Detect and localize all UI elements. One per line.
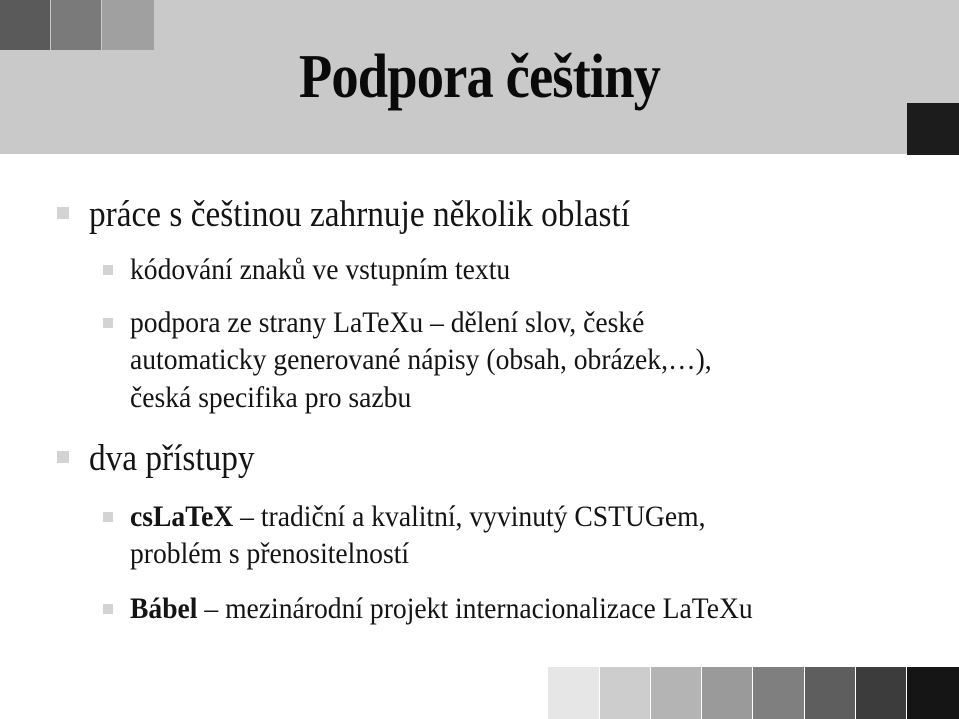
deco-square	[805, 667, 855, 719]
list-item-text	[130, 592, 753, 626]
list-item-text: práce s češtinou zahrnuje několik oblastí	[89, 194, 630, 235]
term-babel: Bábel	[130, 592, 198, 625]
square-bullet-icon	[103, 604, 113, 614]
square-bullet-icon	[103, 265, 113, 275]
term-description: – mezinárodní projekt internacionalizace LaTeXu	[197, 592, 753, 625]
square-bullet-icon	[103, 318, 113, 328]
list-item-text: česká specifika pro sazbu	[130, 381, 412, 414]
deco-square	[907, 103, 959, 155]
deco-square	[600, 667, 650, 719]
deco-square	[548, 667, 599, 719]
slide-title: Podpora češtiny	[298, 43, 661, 111]
deco-square	[753, 667, 804, 719]
deco-square	[0, 0, 50, 50]
list-item-text: kódování znaků ve vstupním textu	[130, 253, 511, 286]
deco-square	[702, 667, 752, 719]
list-item-text	[130, 500, 705, 534]
deco-square	[907, 667, 959, 719]
deco-square	[651, 667, 701, 719]
list-item-text: automaticky generované nápisy (obsah, obrázek,…),	[130, 343, 712, 376]
list-item-text: podpora ze strany LaTeXu – dělení slov, české	[130, 306, 645, 339]
list-item-text: problém s přenositelností	[130, 537, 410, 570]
term-description: – tradiční a kvalitní, vyvinutý CSTUGem,	[233, 500, 706, 533]
square-bullet-icon	[103, 512, 113, 522]
deco-square	[856, 667, 906, 719]
list-item-text: dva přístupy	[89, 438, 255, 479]
term-cslatex: csLaTeX	[130, 500, 234, 533]
square-bullet-icon	[57, 207, 69, 219]
square-bullet-icon	[57, 451, 69, 463]
